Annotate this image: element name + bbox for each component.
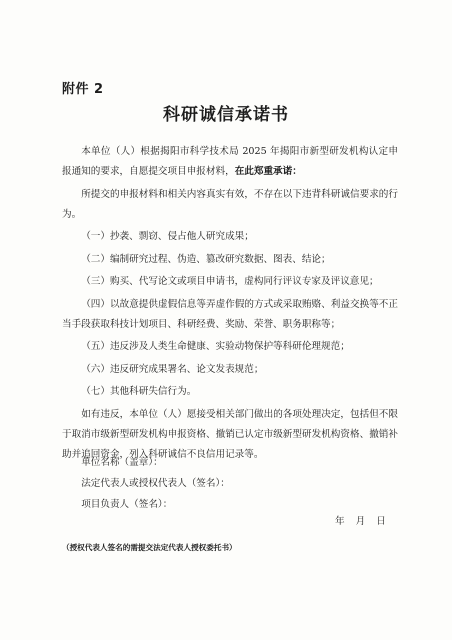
item-5: （五）违反涉及人类生命健康、实验动物保护等科研伦理规范；: [81, 341, 350, 352]
intro-text: 本单位（人）根据揭阳市科学技术局 2025 年揭阳市新型研发机构认定申报通知的要求，自愿提交项目申报材料，: [62, 146, 398, 177]
item-1: （一）抄袭、剽窃、侵占他人研究成果；: [81, 231, 254, 242]
lead-paragraph: 所提交的申报材料和相关内容真实有效，不存在以下违背科研诚信要求的行为。: [62, 188, 398, 220]
unit-name-line: 单位名称（盖章）：: [81, 457, 163, 468]
item-3: （三）购买、代写论文或项目申请书，虚构同行评议专家及评议意见；: [81, 276, 379, 287]
intro-emphasis: 在此郑重承诺：: [234, 166, 302, 177]
item-4: （四）以故意提供虚假信息等弄虚作假的方式或采取贿赂、利益交换等不正当手段获取科技计划项目、科研经费、奖励、荣誉、职务职称等；: [62, 298, 398, 330]
item-6: （六）违反研究成果署名、论文发表规范；: [81, 363, 264, 375]
item-7: （七）其他科研失信行为。: [81, 386, 197, 397]
signature-block: [62, 452, 398, 515]
footnote: （授权代表人签名的需提交法定代表人授权委托书）: [62, 543, 237, 552]
document-title: 科研诚信承诺书: [163, 105, 289, 125]
date-line: 年 月 日: [335, 516, 390, 527]
intro-paragraph: [62, 142, 398, 182]
legal-rep-line: 法定代表人或授权代表人（签名）：: [81, 478, 230, 489]
item-2: （二）编制研究过程、伪造、篡改研究数据、图表、结论；: [81, 253, 331, 265]
project-lead-line: 项目负责人（签名）：: [81, 499, 173, 510]
attachment-label: 附件 2: [62, 82, 104, 97]
document-body: [62, 142, 398, 467]
consequence-paragraph: 如有违反，本单位（人）愿接受相关部门做出的各项处理决定，包括但不限于取消市级新型研发机构申报资格、撤销已认定市级新型研发机构资格、撤销补助并追回资金，列入科研诚信不良信用记录等。: [62, 408, 398, 460]
